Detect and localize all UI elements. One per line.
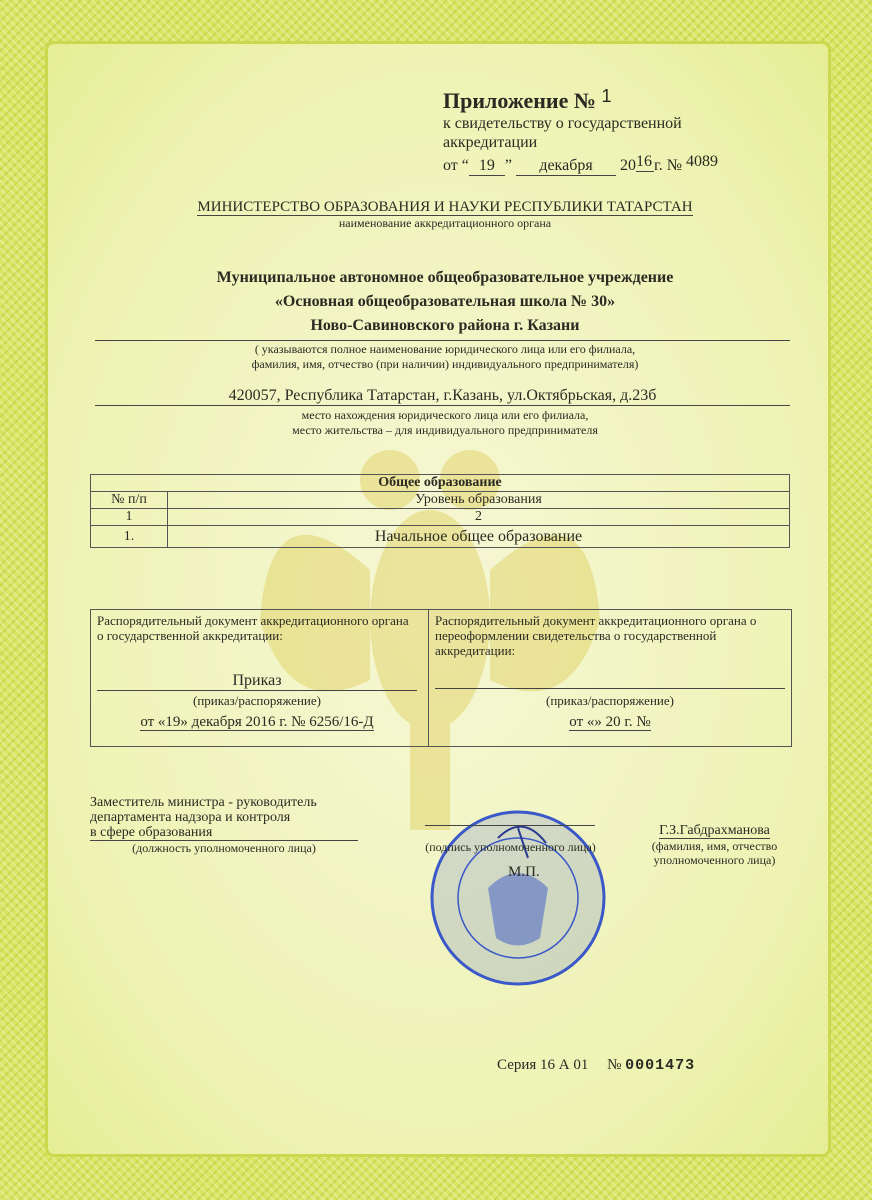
organization-name: Муниципальное автономное общеобразовательное учреждение «Основная общеобразовательная школа № 30» Ново-Савиновского района г. Казани [216, 269, 674, 334]
form-series: Серия 16 А 01 № 0001473 [497, 1057, 696, 1074]
table-cell: 2 [168, 509, 790, 526]
right-caption: (приказ/распоряжение) [546, 693, 674, 708]
divider [95, 340, 790, 341]
signer-position: Заместитель министра - руководитель департамента надзора и контроля в сфере образования (должность уполномоченного лица) [90, 795, 358, 856]
left-order-type: Приказ [97, 672, 417, 691]
right-heading: Распорядительный документ аккредитационного органа о переоформлении свидетельства о государственной аккредитации: [435, 613, 757, 658]
table-header: Уровень образования [168, 492, 790, 509]
organization-caption: ( указываются полное наименование юридического лица или его филиала, фамилия, имя, отчество (при наличии) индивидуального предпринимателя) [251, 342, 639, 371]
address-caption: место нахождения юридического лица или его филиала, место жительства – для индивидуального предпринимателя [292, 408, 598, 437]
appendix-title: Приложение № $^1$ [443, 86, 612, 113]
table-row [91, 526, 790, 548]
orders-box [90, 609, 792, 747]
appendix-date: от “ 19 ” декабря 2016 г. № 4089 [443, 153, 719, 174]
left-order-date: от «19» декабря 2016 г. № 6256/16-Д [140, 714, 374, 730]
signer-name: Г.З.Габдрахманова (фамилия, имя, отчество уполномоченного лица) [651, 823, 778, 867]
table-title: Общее образование [91, 475, 790, 492]
address-value: 420057, Республика Татарстан, г.Казань, ул.Октябрьская, д.23б [95, 387, 790, 406]
signature-caption: (подпись уполномоченного лица) [425, 840, 596, 854]
table-header: № п/п [91, 492, 168, 509]
education-table [90, 474, 790, 548]
row-level: Начальное общее образование [168, 526, 790, 548]
right-order-date: от «» 20 г. № [569, 714, 651, 730]
table-cell: 1 [91, 509, 168, 526]
seal-mark: М.П. [508, 864, 540, 880]
signature-line [425, 825, 595, 826]
left-heading: Распорядительный документ аккредитационного органа о государственной аккредитации: [97, 613, 409, 643]
official-seal [428, 808, 608, 988]
left-caption: (приказ/распоряжение) [193, 693, 321, 708]
appendix-subtitle: к свидетельству о государственной аккредитации [443, 115, 682, 151]
authority-name: МИНИСТЕРСТВО ОБРАЗОВАНИЯ И НАУКИ РЕСПУБЛИКИ ТАТАРСТАН наименование аккредитационного органа [197, 199, 693, 230]
row-number: 1. [91, 526, 168, 548]
